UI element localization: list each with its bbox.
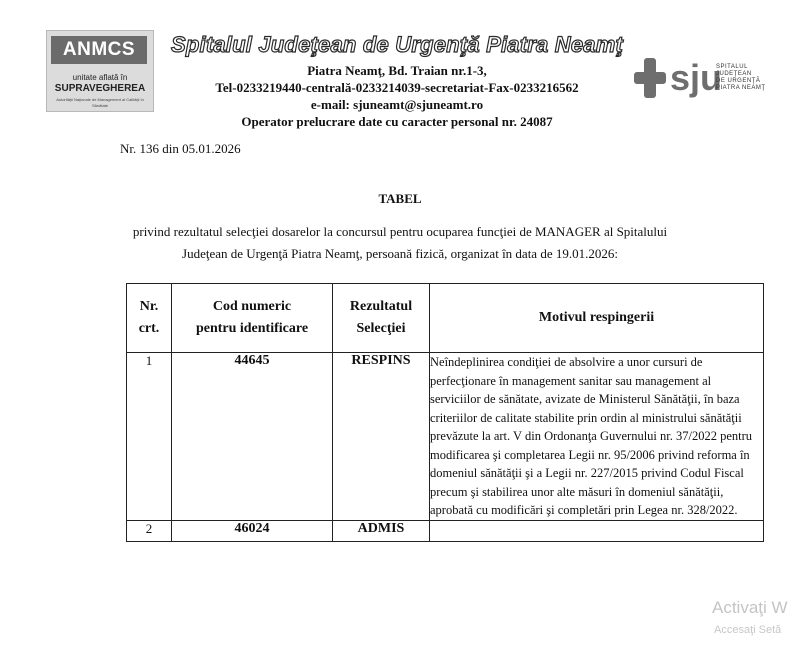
anmcs-logo — [46, 30, 154, 112]
medical-cross-icon — [634, 58, 666, 98]
row-result: RESPINS — [333, 353, 430, 521]
header-code-line2: pentru identificare — [195, 321, 309, 336]
sju-logo-mark: sju — [670, 57, 723, 98]
hospital-phones: Tel-0233219440-centrală-0233214039-secretariat-Fax-0233216562 — [215, 80, 579, 95]
row-reason: Neîndeplinirea condiţiei de absolvire a unor cursuri de perfecţionare în management sanitar sau management al serviciilor de sănătate, avizate de Ministerul Sănătăţii, în baza criteriilor de calitate stabilite prin ordin al ministrului sănătăţii prevăzute la art. V din Ordonanţa Guvernului nr. 37/2022 pentru modificarea şi completarea Legii nr. 95/2006 privind reforma în domeniul sănătăţii şi a Legii nr. 227/2015 privind Codul Fiscal precum şi stabilirea unor alte măsuri în domeniul sănătăţii, aprobată cu modificări şi completări prin Legea nr. 328/2022. — [430, 353, 764, 521]
hospital-address: Piatra Neamţ, Bd. Traian nr.1-3, — [307, 63, 487, 78]
document-subtitle-line1: privind rezultatul selecţiei dosarelor la concursul pentru ocuparea funcţiei de MANAGER al Spitalului — [132, 224, 668, 239]
sju-logo-line: DE URGENŢĂ — [716, 78, 761, 84]
row-reason — [430, 520, 764, 541]
row-nr: 2 — [127, 520, 172, 541]
anmcs-logo-line3: Autorităţii Naţionale de Management al Calităţii în Sănătate — [56, 97, 144, 108]
operator-notice: Operator prelucrare date cu caracter personal nr. 24087 — [241, 114, 553, 129]
header-nr-line1: Nr. — [139, 299, 159, 314]
header-result-line1: Rezultatul — [349, 299, 413, 314]
row-code: 46024 — [172, 520, 333, 541]
header-reason: Motivul respingerii — [430, 284, 764, 353]
header-result — [333, 284, 430, 353]
header-nr — [127, 284, 172, 353]
table-row — [127, 520, 764, 541]
registration-number: Nr. 136 din 05.01.2026 — [120, 141, 241, 156]
document-title: TABEL — [378, 191, 422, 206]
table-row — [127, 353, 764, 521]
results-table — [126, 283, 764, 542]
row-code: 44645 — [172, 353, 333, 521]
activation-watermark-subtitle: Accesaţi Setă — [714, 624, 782, 636]
activation-watermark-title: Activaţi W — [712, 598, 788, 617]
document-subtitle-line2: Judeţean de Urgenţă Piatra Neamţ, persoană fizică, organizat în data de 19.01.2026: — [182, 246, 618, 261]
header-result-line2: Selecţiei — [356, 321, 406, 336]
anmcs-logo-title: ANMCS — [51, 36, 147, 64]
sju-logo-line: JUDEŢEAN — [716, 71, 752, 77]
hospital-name: Spitalul Judeţean de Urgenţă Piatra Neamţ — [171, 32, 623, 57]
hospital-email: e-mail: sjuneamt@sjuneamt.ro — [310, 97, 484, 112]
header-code-line1: Cod numeric — [212, 299, 292, 314]
table-header-row — [127, 284, 764, 353]
sju-logo-line: SPITALUL — [716, 64, 748, 70]
anmcs-logo-line1: unitate aflată în — [72, 73, 128, 82]
row-nr: 1 — [127, 353, 172, 521]
document-subtitle — [100, 221, 700, 265]
sju-logo-line: PIATRA NEAMŢ — [716, 85, 766, 91]
row-result: ADMIS — [333, 520, 430, 541]
sju-logo-text — [716, 64, 766, 92]
header-nr-line2: crt. — [138, 321, 160, 336]
anmcs-logo-line2: SUPRAVEGHEREA — [54, 83, 146, 94]
header-code — [172, 284, 333, 353]
